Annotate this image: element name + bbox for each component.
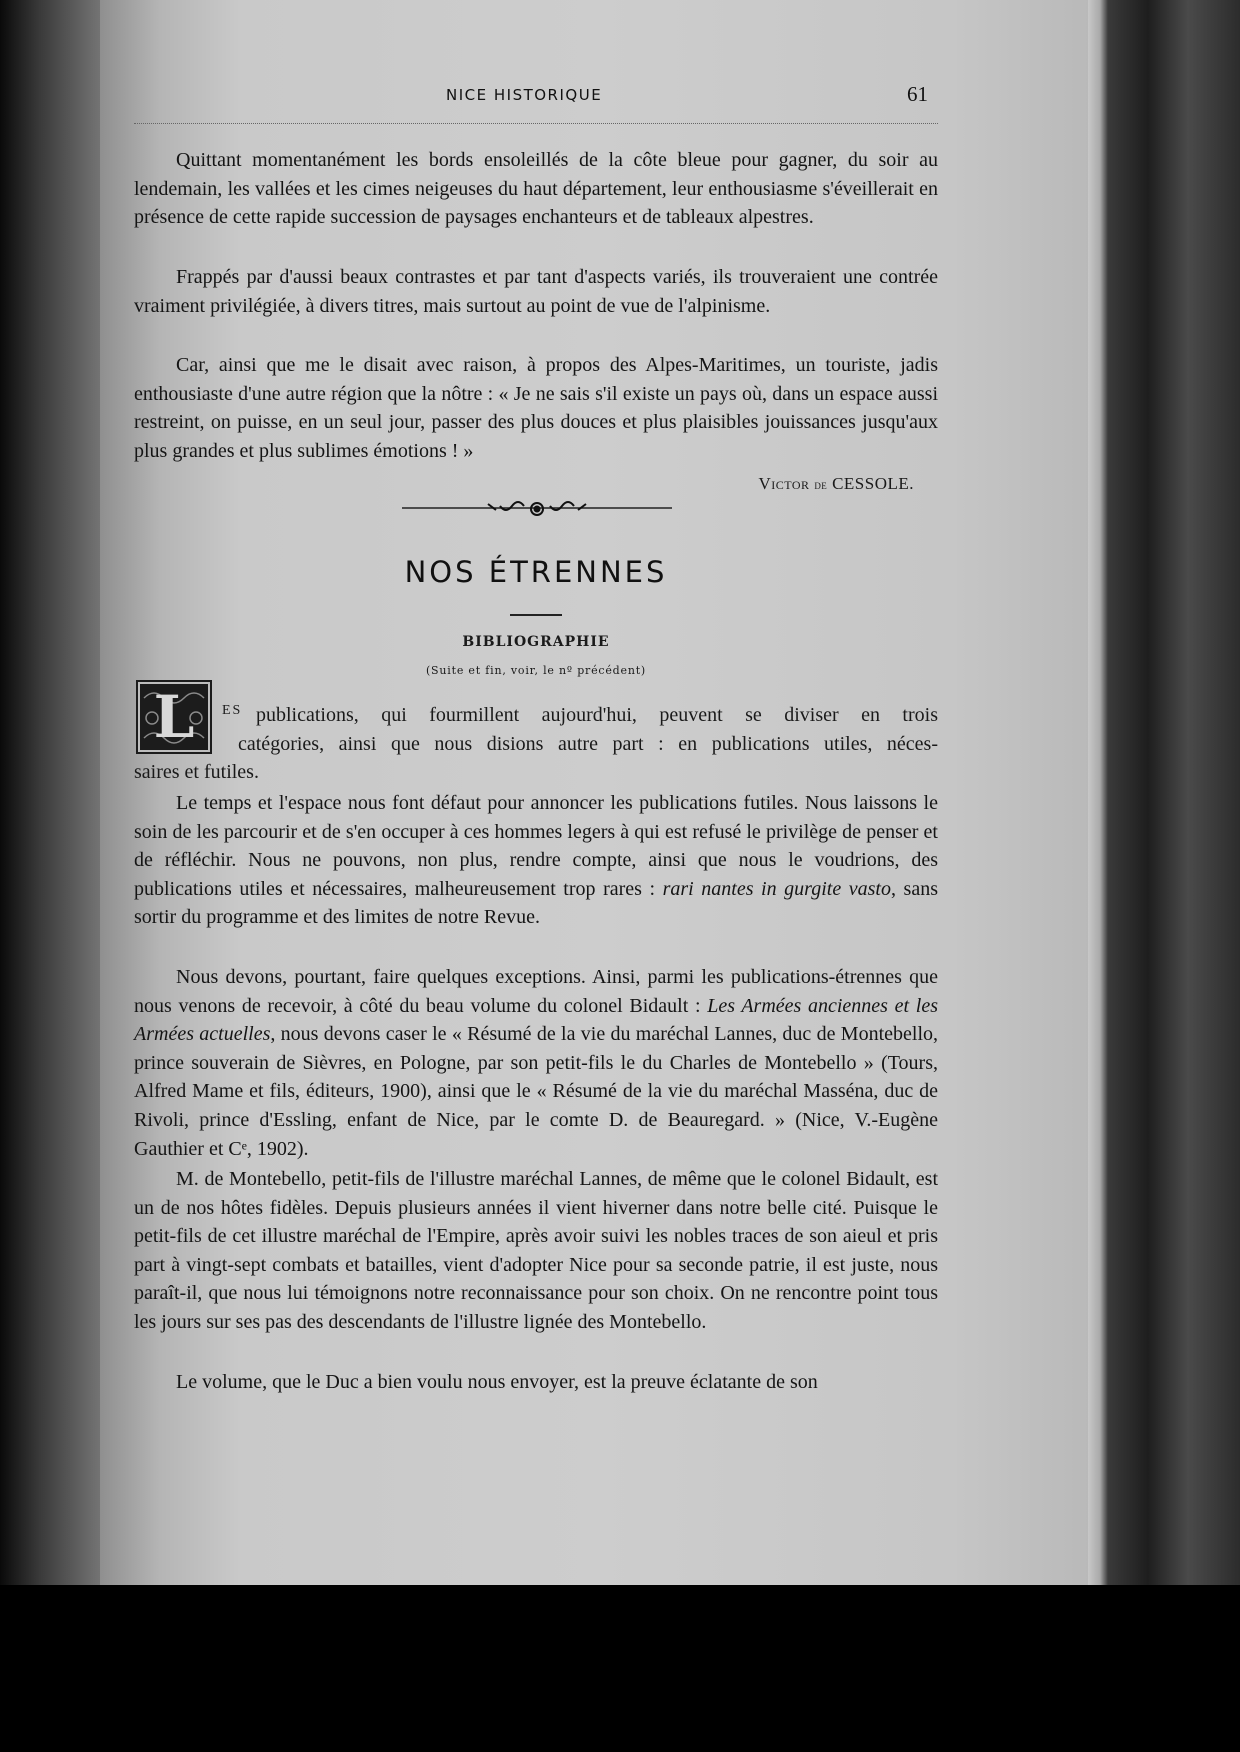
opening-line-3: saires et futiles. [134,761,259,783]
title-rule [510,614,562,616]
signature-first-name: Victor [758,474,810,493]
p4-text-b: , sans sortir du programme et des limites de notre Revue. [134,877,938,929]
section-subheading: (Suite et fin, voir, le nº précédent) [425,664,647,677]
drop-cap-letter: L [153,683,195,751]
ornament-divider [402,500,672,520]
header-rule [134,123,938,124]
paragraph-publications-futiles [134,789,938,932]
page-number: 61 [907,82,928,106]
drop-cap-continuation: ES [222,703,243,718]
running-title: NICE HISTORIQUE [446,86,603,104]
signature-last-name: CESSOLE. [832,474,914,493]
page-stack-edge [1088,0,1240,1590]
paragraph-volume: Le volume, que le Duc a bien voulu nous envoyer, est la preuve éclatante de son [176,1371,818,1393]
p4-text-a: Le temps et l'espace nous font défaut pour annoncer les publications futiles. Nous laissons le soin de les parcourir et de s'en occuper à ces hommes legers à qui est refusé le privilège de penser et de réfléchir. Nous ne pouvons, non plus, rendre compte, ainsi que nous le voudrions, des publications utiles et nécessaires, malheureusement trop rares : [134,792,938,900]
paragraph-alpes-3: Car, ainsi que me le disait avec raison, à propos des Alpes-Maritimes, un touriste, jadis enthousiaste d'une autre région que la nôtre : « Je ne sais s'il existe un pays où, dans un espace aussi restreint, on puisse, en un seul jour, passer des plus douces et plus plaisibles jouissances jusqu'aux plus grandes et plus sublimes émotions ! » [134,354,938,462]
drop-cap-ornate [136,680,212,754]
p5-book-title: Les Armées anciennes et les Armées actuelles [134,994,938,1046]
signature-particle: de [814,477,828,492]
opening-line-1: publications, qui fourmillent aujourd'hui, peuvent se diviser en trois [256,704,938,726]
p4-latin-quote: rari nantes in gurgite vasto [662,877,891,900]
paragraph-alpes-1: Quittant momentanément les bords ensoleillés de la côte bleue pour gagner, du soir au lendemain, les vallées et les cimes neigeuses du haut département, leur enthousiasme s'éveillerait en présence de cette rapide succession de paysages enchanteurs et de tableaux alpestres. [134,149,938,229]
author-signature [759,474,915,494]
section-heading: BIBLIOGRAPHIE [462,634,610,650]
paragraph-alpes-2: Frappés par d'aussi beaux contrastes et par tant d'aspects variés, ils trouveraient une contrée vraiment privilégiée, à divers titres, mais surtout au point de vue de l'alpinisme. [134,266,938,317]
p5-text-b: , nous devons caser le « Résumé de la vie du maréchal Lannes, duc de Montebello, prince souverain de Sièvres, en Pologne, par son petit-fils le du Charles de Montebello » (Tours, Alfred Mame et fils, éditeurs, 1900), ainsi que le « Résumé de la vie du maréchal Masséna, duc de Rivoli, prince d'Essling, enfant de Nice, par le comte D. de Beauregard. » (Nice, V.-Eugène Gauthier et Cᵉ, 1902). [134,1023,938,1160]
scanner-bed [0,1585,1240,1752]
article-title: NOS ÉTRENNES [404,555,668,589]
running-head [134,82,938,112]
paragraph-montebello: M. de Montebello, petit-fils de l'illustre maréchal Lannes, de même que le colonel Bidault, est un de nos hôtes fidèles. Depuis plusieurs années il vient hiverner dans notre belle cité. Puisque le petit-fils de cet illustre maréchal de l'Empire, après avoir suivi les nobles traces de son aieul et pris part à vingt-sept combats et batailles, vient d'adopter Nice pour sa seconde patrie, il est juste, nous paraît-il, que nous lui témoignons notre reconnaissance pour son choix. On ne rencontre point tous les jours sur ses pas des descendants de l'illustre lignée des Montebello. [134,1168,938,1333]
p5-text-a: Nous devons, pourtant, faire quelques exceptions. Ainsi, parmi les publications-étrennes que nous venons de recevoir, à côté du beau volume du colonel Bidault : [134,966,938,1017]
opening-line-2: catégories, ainsi que nous disions autre part : en publications utiles, néces- [238,733,938,755]
paragraph-exceptions [134,963,938,1163]
